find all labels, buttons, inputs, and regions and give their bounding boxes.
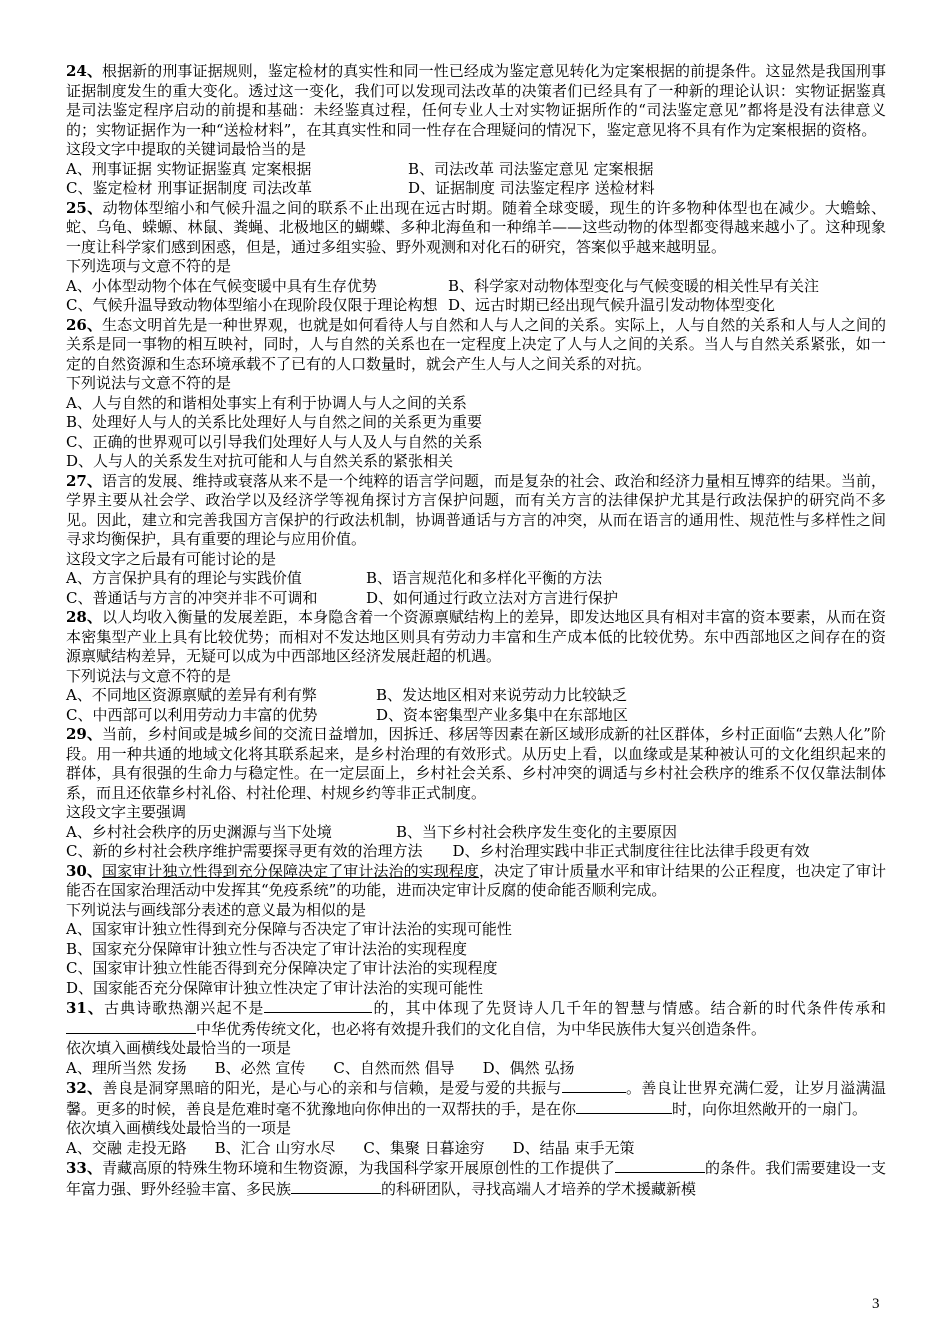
question-27-options-cd	[66, 589, 886, 609]
question-32-options	[66, 1139, 886, 1159]
question-26-prompt: 下列说法与文意不符的是	[66, 374, 232, 392]
option-b: B、司法改革 司法鉴定意见 定案根据	[408, 159, 654, 178]
question-33-stem: 33、青藏高原的特殊生物环境和生物资源，为我国科学家开展原创性的工作提供了 的条件。我们需要建设一支年富力强、野外经验丰富、多民族 的科研团队，寻找高端人才培养的学术援藏新模	[66, 1159, 886, 1198]
question-32-stem: 32、善良是洞穿黑暗的阳光，是心与心的亲和与信赖，是爱与爱的共振与 。善良让世界充满仁爱，让岁月溢满温馨。更多的时候，善良是危难时毫不犹豫地向你伸出的一双帮扶的手，是在你 时，向你坦然敞开的一扇门。	[66, 1079, 886, 1118]
question-31-options	[66, 1059, 886, 1079]
option-b: B、国家充分保障审计独立性与否决定了审计法治的实现程度	[66, 939, 468, 958]
fill-blank	[576, 1099, 672, 1114]
option-c: C、新的乡村社会秩序维护需要探寻更有效的治理方法	[66, 842, 423, 860]
question-27-prompt: 这段文字之后最有可能讨论的是	[66, 549, 277, 568]
option-c: C、正确的世界观可以引导我们处理好人与人及人与自然的关系	[66, 432, 483, 451]
option-a: A、方言保护具有的理论与实践价值	[66, 569, 302, 587]
option-c: C、鉴定检材 刑事证据制度 司法改革	[66, 179, 313, 197]
question-28-options-ab	[66, 686, 886, 706]
option-d: D、资本密集型产业多集中在东部地区	[376, 705, 629, 724]
option-b: B、发达地区相对来说劳动力比较缺乏	[376, 686, 628, 704]
option-b: B、处理好人与人的关系比处理好人与自然之间的关系更为重要	[66, 413, 483, 431]
option-c: C、国家审计独立性能否得到充分保障决定了审计法治的实现程度	[66, 959, 498, 977]
option-d: D、乡村治理实践中非正式制度往往比法律手段更有效	[452, 842, 810, 860]
option-d: D、如何通过行政立法对方言进行保护	[366, 588, 619, 607]
document-page	[66, 62, 886, 1199]
option-c: C、普通话与方言的冲突并非不可调和	[66, 588, 318, 607]
question-26-stem: 26、生态文明首先是一种世界观，也就是如何看待人与自然和人与人之间的关系。实际上，人与自然的关系和人与人之间的关系是同一事物的相互映衬，同时，人与自然的关系也在一定程度上决定了人与人之间的关系。当人与自然关系紧张，如一定的自然资源和生态环境承载不了已有的人口数量时，就会产生人与人之间关系的对抗。	[66, 315, 886, 373]
question-31-stem: 31、古典诗歌热潮兴起不是 的，其中体现了先贤诗人几千年的智慧与情感。结合新的时代条件传承和中华优秀传统文化，也必将有效提升我们的文化自信，为中华民族伟大复兴创造条件。	[66, 999, 886, 1038]
question-25-prompt: 下列选项与文意不符的是	[66, 257, 232, 275]
option-a: A、不同地区资源禀赋的差异有利有弊	[66, 686, 317, 704]
question-25-options-ab	[66, 277, 886, 297]
option-b: B、汇合 山穷水尽	[214, 1138, 336, 1157]
question-31-prompt: 依次填入画横线处最恰当的一项是	[66, 1039, 292, 1057]
fill-blank	[66, 1019, 196, 1034]
option-c: C、中西部可以利用劳动力丰富的优势	[66, 705, 318, 724]
option-b: B、必然 宣传	[214, 1058, 306, 1077]
option-b: B、当下乡村社会秩序发生变化的主要原因	[396, 822, 678, 841]
option-a: A、交融 走投无路	[66, 1138, 187, 1157]
option-d: D、证据制度 司法鉴定程序 送检材料	[408, 179, 655, 197]
question-28-stem: 28、以人均收入衡量的发展差距，本身隐含着一个资源禀赋结构上的差异，即发达地区具有相对丰富的资本要素，从而在资本密集型产业上具有比较优势；而相对不发达地区则具有劳动力丰富和生产成本低的比较优势。东中西部地区之间存在的资源禀赋结构差异，无疑可以成为中西部地区经济发展赶超的机遇。	[66, 608, 886, 665]
page-number: 3	[872, 1296, 880, 1312]
option-d: D、结晶 束手无策	[512, 1138, 635, 1157]
option-b: B、语言规范化和多样化平衡的方法	[366, 569, 603, 587]
fill-blank	[562, 1078, 626, 1093]
option-d: D、偶然 弘扬	[482, 1058, 575, 1077]
option-d: D、人与人的关系发生对抗可能和人与自然关系的紧张相关	[66, 452, 454, 470]
question-27-stem: 27、语言的发展、维持或衰落从来不是一个纯粹的语言学问题，而是复杂的社会、政治和经济力量相互博弈的结果。当前，学界主要从社会学、政治学以及经济学等视角探讨方言保护问题，而有关方言的法律保护尤其是行政法保护的研究尚不多见。因此，建立和完善我国方言保护的行政法机制，协调普通话与方言的冲突，从而在语言的通用性、规范性与多样性之间寻求均衡保护，具有重要的理论与应用价值。	[66, 471, 886, 548]
option-c: C、自然而然 倡导	[333, 1058, 455, 1077]
option-a: A、人与自然的和谐相处事实上有利于协调人与人之间的关系	[66, 393, 467, 412]
question-24-stem: 24、根据新的刑事证据规则，鉴定检材的真实性和同一性已经成为鉴定意见转化为定案根据的前提条件。这显然是我国刑事证据制度发生的重大变化。透过这一变化，我们可以发现司法改革的决策者们已经具有了一种新的理论认识：实物证据鉴真是司法鉴定程序启动的前提和基础：未经鉴真过程，任何专业人士对实物证据所作的“司法鉴定意见”都将是没有法律意义的；实物证据作为一种“送检材料”，在其真实性和同一性存在合理疑问的情况下，鉴定意见将不具有作为定案根据的资格。	[66, 62, 886, 139]
fill-blank	[291, 1179, 381, 1194]
option-c: C、集聚 日暮途穷	[363, 1138, 485, 1157]
question-29-stem: 29、当前，乡村间或是城乡间的交流日益增加，因拆迁、移居等因素在新区域形成新的社区群体，乡村正面临“去熟人化”阶段。用一种共通的地域文化将其联系起来，是乡村治理的有效形式。从历史上看，以血缘或是某种被认可的文化组织起来的群体，具有很强的生命力与稳定性。在一定层面上，乡村社会关系、乡村冲突的调适与乡村社会秩序的维系不仅仅靠法制体系，而且还依靠乡村礼俗、村社伦理、村规乡约等非正式制度。	[66, 725, 886, 802]
question-25-stem: 25、动物体型缩小和气候升温之间的联系不止出现在远古时期。随着全球变暖，现生的许多物种体型也在减少。大蟾蜍、蛇、乌龟、蝾螈、林鼠、粪蝇、北极地区的蝴蝶、多种北海鱼和一种绵羊——这些动物的体型都变得越来越小了。这种现象一度让科学家们感到困惑，但是，通过多组实验、野外观测和对化石的研究，答案似乎越来越明显。	[66, 198, 886, 256]
question-25-options-cd	[66, 296, 886, 316]
option-c: C、气候升温导致动物体型缩小在现阶段仅限于理论构想	[66, 296, 438, 314]
option-a: A、理所当然 发扬	[66, 1058, 187, 1077]
option-a: A、小体型动物个体在气候变暖中具有生存优势	[66, 276, 377, 295]
option-b: B、科学家对动物体型变化与气候变暖的相关性早有关注	[448, 276, 820, 295]
fill-blank	[615, 1158, 705, 1173]
question-29-options-cd	[66, 842, 886, 862]
question-24-options-cd	[66, 179, 886, 199]
option-d: D、国家能否充分保障审计独立性决定了审计法治的实现可能性	[66, 978, 484, 997]
fill-blank	[264, 998, 372, 1013]
question-24-options-ab	[66, 160, 886, 180]
question-32-prompt: 依次填入画横线处最恰当的一项是	[66, 1119, 292, 1137]
option-a: A、乡村社会秩序的历史渊源与当下处境	[66, 822, 332, 841]
question-29-prompt: 这段文字主要强调	[66, 803, 187, 821]
option-a: A、国家审计独立性得到充分保障与否决定了审计法治的实现可能性	[66, 920, 512, 938]
question-28-options-cd	[66, 706, 886, 726]
question-28-prompt: 下列说法与文意不符的是	[66, 666, 232, 685]
question-24-prompt: 这段文字中提取的关键词最恰当的是	[66, 140, 307, 158]
underlined-sentence: 国家审计独立性得到充分保障决定了审计法治的实现程度	[102, 861, 479, 880]
option-a: A、刑事证据 实物证据鉴真 定案根据	[66, 159, 312, 178]
option-d: D、远古时期已经出现气候升温引发动物体型变化	[448, 296, 776, 314]
question-30-prompt: 下列说法与画线部分表述的意义最为相似的是	[66, 900, 367, 919]
question-29-options-ab	[66, 823, 886, 843]
question-27-options-ab	[66, 569, 886, 589]
question-30-stem: 30、国家审计独立性得到充分保障决定了审计法治的实现程度，决定了审计质量水平和审计结果的公正程度，也决定了审计能否在国家治理活动中发挥其“免疫系统”的功能，进而决定审计反腐的使命能否顺利完成。	[66, 861, 886, 899]
